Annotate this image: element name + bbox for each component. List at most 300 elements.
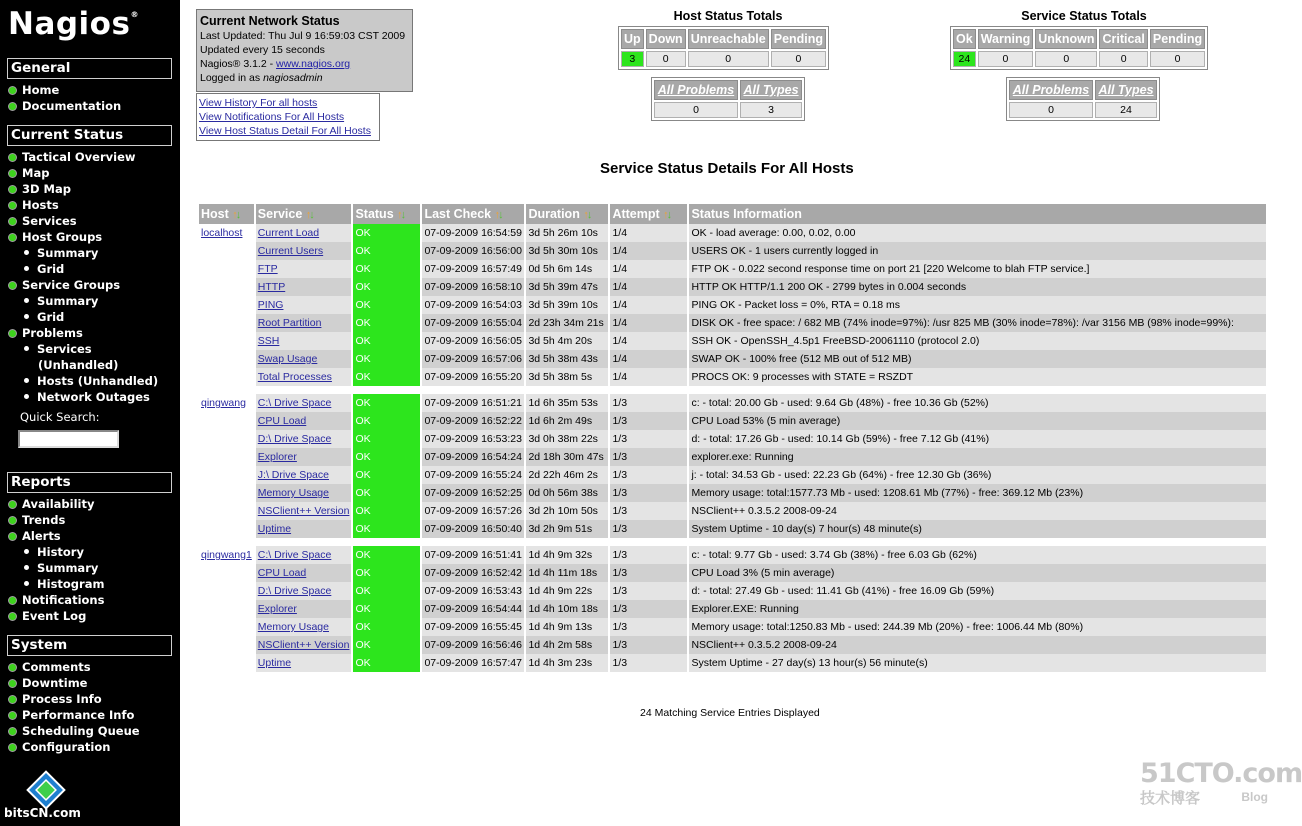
status-cell: OK — [353, 654, 420, 672]
status-info-cell: NSClient++ 0.3.5.2 2008-09-24 — [689, 636, 1266, 654]
nav-trends[interactable]: Trends — [8, 513, 65, 528]
duration-cell: 1d 4h 11m 18s — [526, 564, 608, 582]
table-row — [199, 242, 1266, 260]
nav-service-groups-summary[interactable]: Summary — [24, 294, 98, 309]
service-link[interactable]: Swap Usage — [257, 353, 318, 365]
service-link[interactable]: C:\ Drive Space — [257, 397, 332, 409]
sort-arrows-icon[interactable]: ↑↓ — [583, 209, 591, 221]
bullet-icon — [8, 743, 17, 752]
service-link[interactable]: Explorer — [257, 451, 297, 463]
status-cell: OK — [353, 466, 420, 484]
status-info-cell: NSClient++ 0.3.5.2 2008-09-24 — [689, 502, 1266, 520]
service-warning-header[interactable]: Warning — [978, 29, 1034, 49]
bullet-icon — [8, 281, 17, 290]
table-row — [199, 618, 1266, 636]
duration-cell: 3d 5h 4m 20s — [526, 332, 608, 350]
service-cell — [256, 260, 352, 278]
nav-availability[interactable]: Availability — [8, 497, 94, 512]
service-cell — [256, 242, 352, 260]
service-ok-count: 24 — [953, 51, 976, 67]
table-row — [199, 394, 1266, 412]
service-link[interactable]: C:\ Drive Space — [257, 549, 332, 561]
host-link[interactable]: qingwang1 — [201, 549, 252, 561]
host-cell — [199, 564, 254, 582]
bullet-icon — [8, 679, 17, 688]
nav-host-groups-summary[interactable]: Summary — [24, 246, 98, 261]
service-link[interactable]: NSClient++ Version — [257, 505, 350, 517]
status-info-cell: FTP OK - 0.022 second response time on port 21 [220 Welcome to blah FTP service.] — [689, 260, 1266, 278]
view-links-box — [196, 93, 380, 141]
service-link[interactable]: CPU Load — [257, 415, 307, 427]
table-row — [199, 600, 1266, 618]
nav-event-log[interactable]: Event Log — [8, 609, 86, 624]
status-info-cell: PING OK - Packet loss = 0%, RTA = 0.18 ms — [689, 296, 1266, 314]
status-cell: OK — [353, 520, 420, 538]
bullet-icon — [24, 266, 29, 271]
nav-problems-services-unhandled[interactable]: (Unhandled) — [38, 358, 119, 372]
service-status-table — [197, 204, 1268, 672]
nav-network-outages[interactable]: Network Outages — [24, 390, 150, 405]
attempt-cell: 1/3 — [610, 484, 687, 502]
status-info-cell: c: - total: 20.00 Gb - used: 9.64 Gb (48%) - free 10.36 Gb (52%) — [689, 394, 1266, 412]
watermark-blog: Blog — [1241, 790, 1268, 804]
attempt-cell: 1/4 — [610, 278, 687, 296]
duration-cell: 1d 4h 9m 32s — [526, 546, 608, 564]
status-info-cell: System Uptime - 27 day(s) 13 hour(s) 56 minute(s) — [689, 654, 1266, 672]
table-row — [199, 278, 1266, 296]
duration-cell: 1d 4h 3m 23s — [526, 654, 608, 672]
bullet-icon — [8, 711, 17, 720]
bullet-icon — [8, 102, 17, 111]
service-cell — [256, 314, 352, 332]
service-cell — [256, 368, 352, 386]
duration-cell: 3d 2h 10m 50s — [526, 502, 608, 520]
nav-notifications[interactable]: Notifications — [8, 593, 104, 608]
last-check-cell: 07-09-2009 16:51:41 — [422, 546, 524, 564]
service-ok-header[interactable]: Ok — [953, 29, 976, 49]
service-pending-header[interactable]: Pending — [1150, 29, 1205, 49]
duration-cell: 3d 5h 38m 43s — [526, 350, 608, 368]
service-cell — [256, 618, 352, 636]
nav-problems-services[interactable]: Services — [24, 342, 92, 357]
last-check-cell: 07-09-2009 16:54:44 — [422, 600, 524, 618]
duration-cell: 1d 6h 2m 49s — [526, 412, 608, 430]
service-link[interactable]: Explorer — [257, 603, 297, 615]
table-row — [199, 546, 1266, 564]
bullet-icon — [8, 329, 17, 338]
status-info-cell: explorer.exe: Running — [689, 448, 1266, 466]
watermark-site: 51CTO.com — [1140, 758, 1302, 789]
service-cell — [256, 600, 352, 618]
service-link[interactable]: J:\ Drive Space — [257, 469, 329, 481]
last-check-cell: 07-09-2009 16:53:43 — [422, 582, 524, 600]
status-cell: OK — [353, 546, 420, 564]
host-link[interactable]: qingwang — [201, 397, 246, 409]
update-interval: Updated every 15 seconds — [200, 44, 325, 56]
host-cell — [199, 278, 254, 296]
status-info-cell: OK - load average: 0.00, 0.02, 0.00 — [689, 224, 1266, 242]
duration-cell: 3d 0h 38m 22s — [526, 430, 608, 448]
bullet-icon — [8, 612, 17, 621]
bullet-icon — [24, 314, 29, 319]
service-cell — [256, 654, 352, 672]
host-down-header[interactable]: Down — [646, 29, 686, 49]
service-totals-table — [950, 26, 1208, 70]
service-link[interactable]: PING — [257, 299, 284, 311]
status-info-cell: Explorer.EXE: Running — [689, 600, 1266, 618]
sort-arrows-icon[interactable]: ↑↓ — [494, 209, 502, 221]
table-row — [199, 260, 1266, 278]
last-check-cell: 07-09-2009 16:52:42 — [422, 564, 524, 582]
attempt-cell: 1/3 — [610, 466, 687, 484]
bullet-icon — [8, 185, 17, 194]
attempt-cell: 1/3 — [610, 582, 687, 600]
host-cell — [199, 242, 254, 260]
service-cell — [256, 564, 352, 582]
nav-problems-hosts[interactable]: Hosts (Unhandled) — [24, 374, 158, 389]
bullet-icon — [8, 516, 17, 525]
service-cell — [256, 484, 352, 502]
last-check-cell: 07-09-2009 16:57:06 — [422, 350, 524, 368]
last-check-cell: 07-09-2009 16:54:24 — [422, 448, 524, 466]
status-cell: OK — [353, 242, 420, 260]
host-cell — [199, 350, 254, 368]
status-cell: OK — [353, 412, 420, 430]
status-cell: OK — [353, 636, 420, 654]
duration-cell: 1d 4h 9m 13s — [526, 618, 608, 636]
nav-configuration[interactable]: Configuration — [8, 740, 110, 755]
service-cell — [256, 412, 352, 430]
last-check-cell: 07-09-2009 16:58:10 — [422, 278, 524, 296]
host-cell — [199, 224, 254, 242]
status-info-cell: SWAP OK - 100% free (512 MB out of 512 MB) — [689, 350, 1266, 368]
last-check-cell: 07-09-2009 16:52:25 — [422, 484, 524, 502]
host-pending-count: 0 — [771, 51, 826, 67]
service-link[interactable]: Uptime — [257, 657, 292, 669]
status-info-cell: DISK OK - free space: / 682 MB (74% inode=97%): /usr 825 MB (30% inode=78%): /var 3156 MB (98% inode=99%): — [689, 314, 1266, 332]
table-row — [199, 484, 1266, 502]
table-row — [199, 448, 1266, 466]
sort-arrows-icon[interactable]: ↑↓ — [305, 209, 313, 221]
attempt-cell: 1/4 — [610, 224, 687, 242]
nav-comments[interactable]: Comments — [8, 660, 91, 675]
quick-search-label: Quick Search: — [20, 410, 100, 424]
nav-process-info[interactable]: Process Info — [8, 692, 102, 707]
last-check-cell: 07-09-2009 16:55:24 — [422, 466, 524, 484]
bullet-icon — [8, 532, 17, 541]
service-link[interactable]: Total Processes — [257, 371, 332, 383]
table-row — [199, 636, 1266, 654]
host-cell — [199, 484, 254, 502]
service-pending-count: 0 — [1150, 51, 1205, 67]
status-cell: OK — [353, 368, 420, 386]
host-down-count: 0 — [646, 51, 686, 67]
table-row — [199, 368, 1266, 386]
service-all-types-header[interactable]: All Types — [1095, 80, 1157, 100]
last-check-cell: 07-09-2009 16:54:03 — [422, 296, 524, 314]
nagios-logo[interactable]: Nagios® — [8, 6, 139, 42]
service-warning-count: 0 — [978, 51, 1034, 67]
duration-cell: 3d 5h 38m 5s — [526, 368, 608, 386]
nav-scheduling-queue[interactable]: Scheduling Queue — [8, 724, 140, 739]
table-row — [199, 466, 1266, 484]
host-cell — [199, 654, 254, 672]
quick-search-input[interactable] — [18, 430, 119, 448]
host-link[interactable]: localhost — [201, 227, 243, 239]
version-line: Nagios® 3.1.2 - www.nagios.org — [200, 58, 351, 70]
nav-host-groups-grid[interactable]: Grid — [24, 262, 64, 277]
last-check-cell: 07-09-2009 16:55:45 — [422, 618, 524, 636]
service-cell — [256, 582, 352, 600]
service-cell — [256, 466, 352, 484]
bullet-icon — [24, 378, 29, 383]
attempt-cell: 1/3 — [610, 546, 687, 564]
last-check-cell: 07-09-2009 16:51:21 — [422, 394, 524, 412]
duration-cell: 1d 4h 2m 58s — [526, 636, 608, 654]
col-status: Status ↑↓ — [353, 204, 420, 224]
col-host: Host ↑↓ — [199, 204, 254, 224]
table-header-row — [199, 204, 1266, 224]
nav-tactical-overview[interactable]: Tactical Overview — [8, 150, 136, 165]
host-unreachable-count: 0 — [688, 51, 769, 67]
nav-alerts-summary[interactable]: Summary — [24, 561, 98, 576]
host-all-problems-count: 0 — [654, 102, 738, 118]
attempt-cell: 1/4 — [610, 314, 687, 332]
status-info-cell: PROCS OK: 9 processes with STATE = RSZDT — [689, 368, 1266, 386]
service-link[interactable]: HTTP — [257, 281, 286, 293]
service-cell — [256, 224, 352, 242]
bullet-icon — [8, 233, 17, 242]
status-cell: OK — [353, 484, 420, 502]
table-row — [199, 314, 1266, 332]
status-cell: OK — [353, 332, 420, 350]
status-info-cell: CPU Load 53% (5 min average) — [689, 412, 1266, 430]
table-row — [199, 564, 1266, 582]
last-check-cell: 07-09-2009 16:52:22 — [422, 412, 524, 430]
status-cell: OK — [353, 278, 420, 296]
section-reports: Reports — [7, 472, 172, 493]
host-cell — [199, 636, 254, 654]
host-cell — [199, 448, 254, 466]
service-critical-count: 0 — [1099, 51, 1147, 67]
service-link[interactable]: CPU Load — [257, 567, 307, 579]
col-service: Service ↑↓ — [256, 204, 352, 224]
bullet-icon — [24, 549, 29, 554]
nav-alerts[interactable]: Alerts — [8, 529, 61, 544]
host-cell — [199, 296, 254, 314]
bullet-icon — [8, 500, 17, 509]
attempt-cell: 1/4 — [610, 296, 687, 314]
service-all-problems-header[interactable]: All Problems — [1009, 80, 1093, 100]
nav-services[interactable]: Services — [8, 214, 77, 229]
watermark — [1140, 758, 1302, 818]
host-cell — [199, 332, 254, 350]
nav-hosts[interactable]: Hosts — [8, 198, 59, 213]
status-cell: OK — [353, 430, 420, 448]
bullet-icon — [8, 153, 17, 162]
service-link[interactable]: D:\ Drive Space — [257, 585, 332, 597]
status-info-cell: j: - total: 34.53 Gb - used: 22.23 Gb (64%) - free 12.30 Gb (36%) — [689, 466, 1266, 484]
attempt-cell: 1/3 — [610, 600, 687, 618]
nav-documentation[interactable]: Documentation — [8, 99, 121, 114]
duration-cell: 3d 5h 26m 10s — [526, 224, 608, 242]
service-cell — [256, 636, 352, 654]
table-row — [199, 520, 1266, 538]
service-link[interactable]: Memory Usage — [257, 487, 329, 499]
table-row — [199, 296, 1266, 314]
nagios-org-link[interactable]: www.nagios.org — [276, 58, 351, 70]
last-check-cell: 07-09-2009 16:56:46 — [422, 636, 524, 654]
duration-cell: 0d 0h 56m 38s — [526, 484, 608, 502]
sidebar — [0, 0, 180, 826]
status-info-cell: HTTP OK HTTP/1.1 200 OK - 2799 bytes in 0.004 seconds — [689, 278, 1266, 296]
nav-map[interactable]: Map — [8, 166, 49, 181]
attempt-cell: 1/3 — [610, 430, 687, 448]
link-view-history[interactable]: View History For all hosts — [199, 97, 318, 109]
bullet-icon — [8, 169, 17, 178]
host-cell — [199, 314, 254, 332]
link-view-host-status[interactable]: View Host Status Detail For All Hosts — [199, 125, 371, 137]
nav-3d-map[interactable]: 3D Map — [8, 182, 71, 197]
host-cell — [199, 582, 254, 600]
service-cell — [256, 296, 352, 314]
sort-arrows-icon[interactable]: ↑↓ — [232, 209, 240, 221]
service-link[interactable]: SSH — [257, 335, 280, 347]
service-unknown-header[interactable]: Unknown — [1035, 29, 1097, 49]
table-row — [199, 654, 1266, 672]
duration-cell: 2d 22h 46m 2s — [526, 466, 608, 484]
bullet-icon — [24, 394, 29, 399]
service-all-types-count: 24 — [1095, 102, 1157, 118]
service-cell — [256, 520, 352, 538]
host-cell — [199, 368, 254, 386]
status-cell: OK — [353, 394, 420, 412]
service-link[interactable]: Current Users — [257, 245, 324, 257]
nav-service-groups-grid[interactable]: Grid — [24, 310, 64, 325]
service-problems-table — [1006, 77, 1160, 121]
nav-host-groups[interactable]: Host Groups — [8, 230, 102, 245]
attempt-cell: 1/4 — [610, 350, 687, 368]
service-link[interactable]: NSClient++ Version — [257, 639, 350, 651]
nav-service-groups[interactable]: Service Groups — [8, 278, 120, 293]
col-last-check: Last Check ↑↓ — [422, 204, 524, 224]
group-spacer — [199, 538, 1266, 546]
bullet-icon — [8, 217, 17, 226]
host-cell — [199, 260, 254, 278]
duration-cell: 3d 5h 30m 10s — [526, 242, 608, 260]
host-cell — [199, 466, 254, 484]
attempt-cell: 1/3 — [610, 502, 687, 520]
nav-alerts-history[interactable]: History — [24, 545, 84, 560]
service-link[interactable]: FTP — [257, 263, 278, 275]
bullet-icon — [8, 596, 17, 605]
host-all-problems-header[interactable]: All Problems — [654, 80, 738, 100]
service-cell — [256, 546, 352, 564]
last-check-cell: 07-09-2009 16:56:05 — [422, 332, 524, 350]
status-cell: OK — [353, 600, 420, 618]
host-cell — [199, 412, 254, 430]
status-cell: OK — [353, 260, 420, 278]
host-all-types-header[interactable]: All Types — [740, 80, 802, 100]
duration-cell: 0d 5h 6m 14s — [526, 260, 608, 278]
attempt-cell: 1/4 — [610, 368, 687, 386]
attempt-cell: 1/3 — [610, 618, 687, 636]
nav-alerts-histogram[interactable]: Histogram — [24, 577, 104, 592]
last-check-cell: 07-09-2009 16:57:49 — [422, 260, 524, 278]
matching-entries-count: 24 Matching Service Entries Displayed — [640, 707, 820, 719]
attempt-cell: 1/3 — [610, 412, 687, 430]
service-unknown-count: 0 — [1035, 51, 1097, 67]
host-pending-header[interactable]: Pending — [771, 29, 826, 49]
sort-arrows-icon[interactable]: ↑↓ — [663, 209, 671, 221]
table-row — [199, 350, 1266, 368]
last-check-cell: 07-09-2009 16:55:04 — [422, 314, 524, 332]
service-link[interactable]: Memory Usage — [257, 621, 329, 633]
host-cell — [199, 502, 254, 520]
status-info-cell: d: - total: 17.26 Gb - used: 10.14 Gb (59%) - free 7.12 Gb (41%) — [689, 430, 1266, 448]
service-link[interactable]: Uptime — [257, 523, 292, 535]
status-info-cell: c: - total: 9.77 Gb - used: 3.74 Gb (38%) - free 6.03 Gb (62%) — [689, 546, 1266, 564]
duration-cell: 1d 6h 35m 53s — [526, 394, 608, 412]
status-info-cell: CPU Load 3% (5 min average) — [689, 564, 1266, 582]
status-info-cell: SSH OK - OpenSSH_4.5p1 FreeBSD-20061110 (protocol 2.0) — [689, 332, 1266, 350]
page-title: Service Status Details For All Hosts — [600, 160, 854, 177]
nav-problems[interactable]: Problems — [8, 326, 83, 341]
status-info-cell: Memory usage: total:1250.83 Mb - used: 244.39 Mb (20%) - free: 1006.44 Mb (80%) — [689, 618, 1266, 636]
status-info-cell: Memory usage: total:1577.73 Mb - used: 1208.61 Mb (77%) - free: 369.12 Mb (23%) — [689, 484, 1266, 502]
host-unreachable-header[interactable]: Unreachable — [688, 29, 769, 49]
nav-downtime[interactable]: Downtime — [8, 676, 87, 691]
watermark-tagline: 技术博客 — [1140, 790, 1201, 807]
host-up-header[interactable]: Up — [621, 29, 644, 49]
service-link[interactable]: Current Load — [257, 227, 320, 239]
attempt-cell: 1/3 — [610, 654, 687, 672]
link-view-notifications[interactable]: View Notifications For All Hosts — [199, 111, 345, 123]
service-link[interactable]: Root Partition — [257, 317, 322, 329]
host-cell — [199, 394, 254, 412]
service-critical-header[interactable]: Critical — [1099, 29, 1147, 49]
status-info-cell: System Uptime - 10 day(s) 7 hour(s) 48 minute(s) — [689, 520, 1266, 538]
section-general: General — [7, 58, 172, 79]
status-cell: OK — [353, 224, 420, 242]
col-duration: Duration ↑↓ — [526, 204, 608, 224]
service-cell — [256, 502, 352, 520]
last-check-cell: 07-09-2009 16:50:40 — [422, 520, 524, 538]
service-link[interactable]: D:\ Drive Space — [257, 433, 332, 445]
host-totals-table — [618, 26, 829, 70]
nav-performance-info[interactable]: Performance Info — [8, 708, 134, 723]
logged-in-line: Logged in as nagiosadmin — [200, 72, 323, 84]
host-cell — [199, 430, 254, 448]
group-spacer — [199, 386, 1266, 394]
bullet-icon — [8, 727, 17, 736]
status-cell: OK — [353, 448, 420, 466]
service-all-problems-count: 0 — [1009, 102, 1093, 118]
attempt-cell: 1/3 — [610, 448, 687, 466]
duration-cell: 3d 5h 39m 47s — [526, 278, 608, 296]
duration-cell: 2d 23h 34m 21s — [526, 314, 608, 332]
service-cell — [256, 332, 352, 350]
sort-arrows-icon[interactable]: ↑↓ — [397, 209, 405, 221]
bullet-icon — [24, 565, 29, 570]
host-all-types-count: 3 — [740, 102, 802, 118]
status-cell: OK — [353, 350, 420, 368]
table-row — [199, 332, 1266, 350]
status-cell: OK — [353, 314, 420, 332]
last-check-cell: 07-09-2009 16:56:00 — [422, 242, 524, 260]
nav-home[interactable]: Home — [8, 83, 59, 98]
service-cell — [256, 278, 352, 296]
